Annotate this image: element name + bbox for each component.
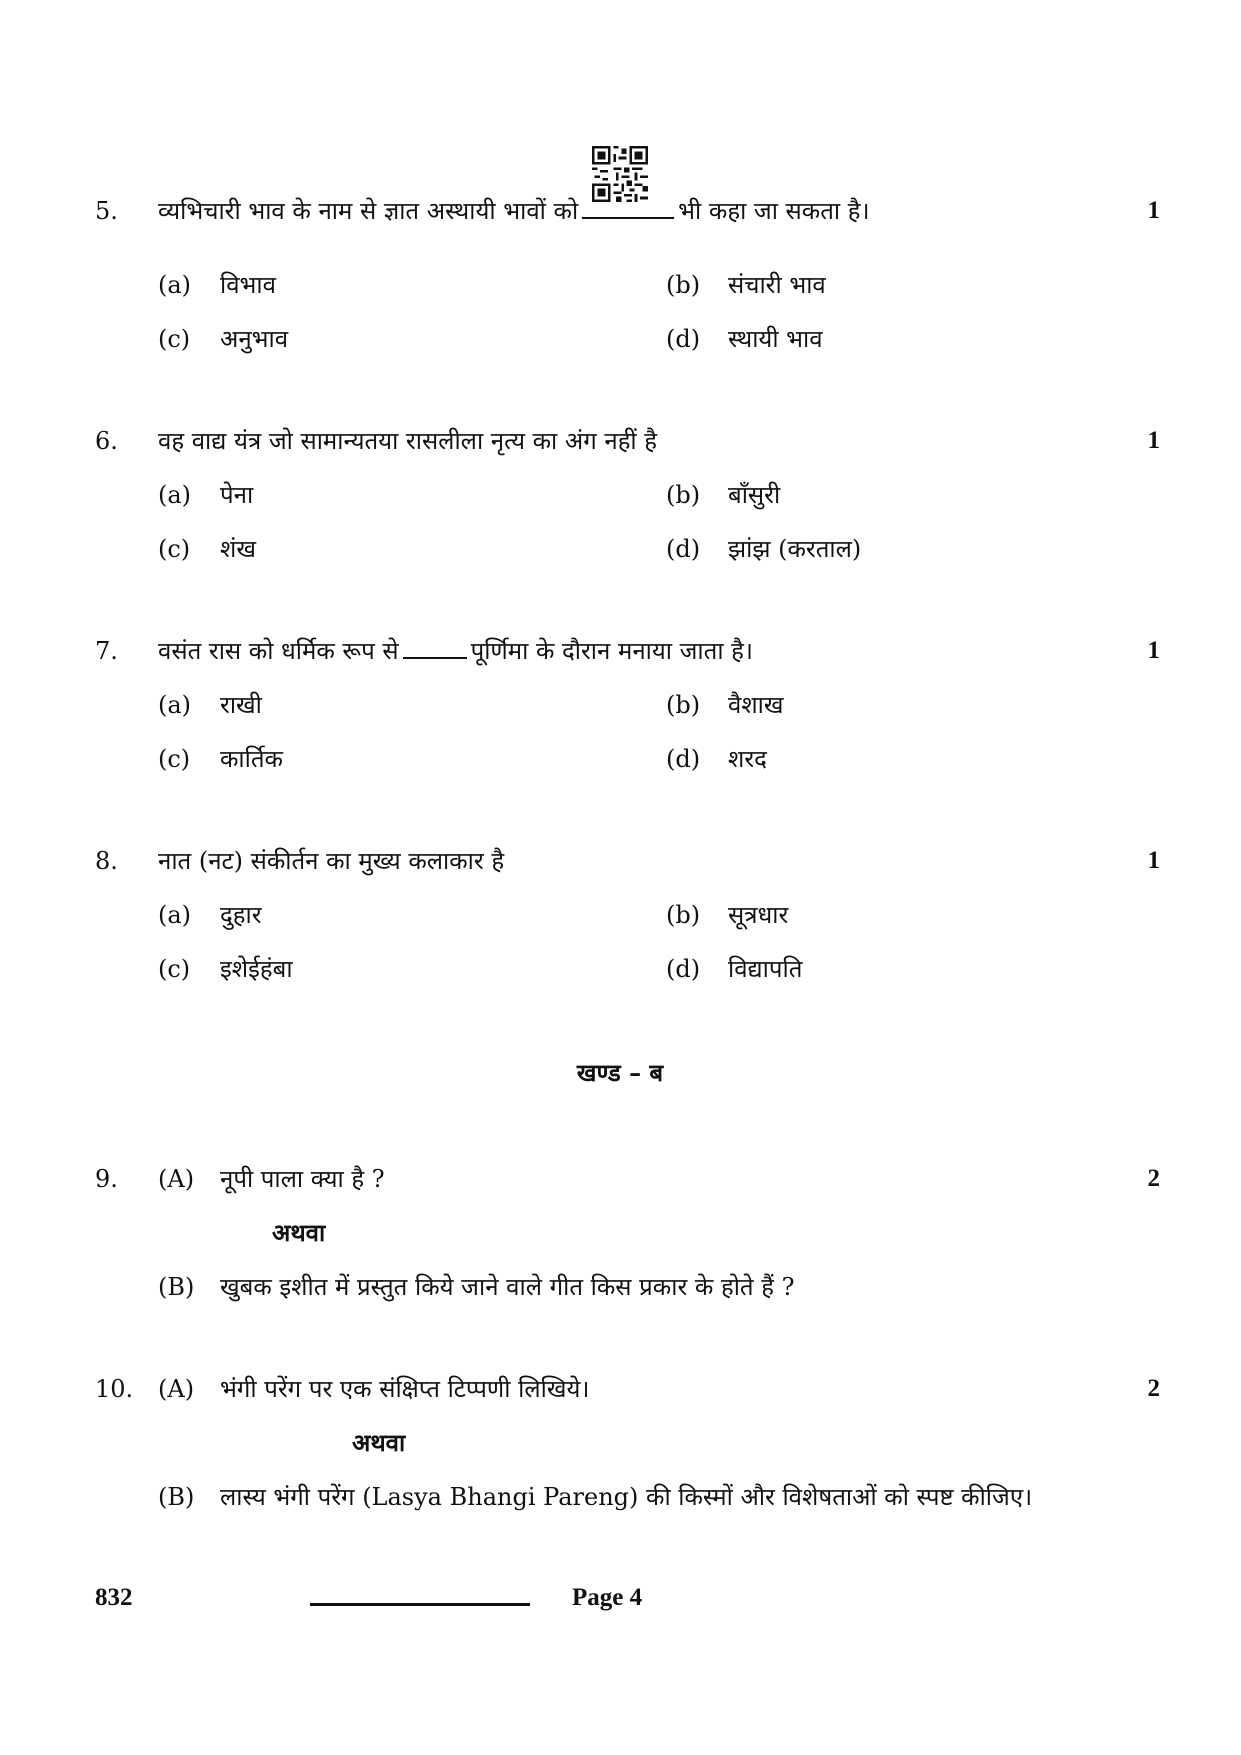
question-6-text: वह वाद्य यंत्र जो सामान्यतया रासलीला नृत्य का अंग नहीं है: [158, 427, 658, 455]
question-7-marks: 1: [1147, 637, 1160, 664]
option-text: इशेईहंबा: [220, 955, 293, 983]
question-10-marks: 2: [1147, 1375, 1160, 1402]
option-text: विभाव: [220, 271, 276, 299]
question-5-marks: 1: [1147, 197, 1160, 224]
option-text: संचारी भाव: [728, 271, 826, 299]
option-label: (c): [158, 955, 191, 983]
option-text: कार्तिक: [220, 745, 283, 773]
option-label: (c): [158, 535, 191, 563]
question-7-text: [158, 636, 753, 666]
option-label: (b): [666, 901, 701, 929]
page-number: Page 4: [572, 1584, 643, 1611]
section-heading: खण्ड – ब: [576, 1058, 664, 1087]
question-10a-text: भंगी परेंग पर एक संक्षिप्त टिप्पणी लिखिये।: [220, 1375, 590, 1403]
question-8-text: नात (नट) संकीर्तन का मुख्य कलाकार है: [158, 847, 505, 875]
option-text: झांझ (करताल): [728, 535, 862, 563]
qr-code-icon: [592, 146, 648, 202]
option-text: पेना: [220, 481, 254, 509]
option-text: राखी: [220, 691, 262, 719]
option-text: बाँसुरी: [728, 481, 781, 509]
question-5-text-after: भी कहा जा सकता है।: [678, 197, 870, 225]
question-7-text-after: पूर्णिमा के दौरान मनाया जाता है।: [470, 637, 754, 665]
option-label: (a): [158, 901, 192, 929]
question-10-number: 10.: [95, 1375, 134, 1403]
option-label: (b): [666, 271, 701, 299]
option-text: दुहार: [220, 901, 262, 929]
question-5-text: [158, 196, 870, 226]
option-text: विद्यापति: [728, 955, 803, 983]
option-label: (d): [666, 325, 701, 353]
question-10b-text: लास्य भंगी परेंग (Lasya Bhangi Pareng) की किस्मों और विशेषताओं को स्पष्ट कीजिए।: [220, 1483, 1033, 1511]
question-5-number: 5.: [95, 197, 118, 225]
question-6-number: 6.: [95, 427, 118, 455]
question-7-blank: [403, 639, 467, 659]
option-text: स्थायी भाव: [728, 325, 823, 353]
question-9b-label: (B): [158, 1273, 195, 1301]
option-text: सूत्रधार: [728, 901, 789, 929]
question-9a-label: (A): [158, 1165, 195, 1193]
question-9-or: अथवा: [272, 1218, 326, 1247]
option-label: (b): [666, 691, 701, 719]
question-7-number: 7.: [95, 637, 118, 665]
option-label: (d): [666, 745, 701, 773]
question-9a-text: नूपी पाला क्या है ?: [220, 1165, 385, 1193]
question-8-marks: 1: [1147, 847, 1160, 874]
option-label: (d): [666, 955, 701, 983]
question-7-text-before: वसंत रास को धर्मिक रूप से: [158, 637, 399, 665]
option-label: (a): [158, 271, 192, 299]
question-10-or: अथवा: [352, 1428, 406, 1457]
question-10a-label: (A): [158, 1375, 195, 1403]
question-5-text-before: व्यभिचारी भाव के नाम से ज्ञात अस्थायी भावों को: [158, 197, 579, 225]
option-label: (a): [158, 691, 192, 719]
question-5-blank: [582, 199, 674, 219]
question-8-number: 8.: [95, 847, 118, 875]
question-10b-label: (B): [158, 1483, 195, 1511]
paper-code: 832: [95, 1584, 133, 1611]
option-label: (a): [158, 481, 192, 509]
question-6-marks: 1: [1147, 427, 1160, 454]
option-text: अनुभाव: [220, 325, 289, 353]
option-text: शंख: [220, 535, 256, 563]
option-text: वैशाख: [728, 691, 784, 719]
option-label: (d): [666, 535, 701, 563]
option-label: (c): [158, 325, 191, 353]
question-9-number: 9.: [95, 1165, 118, 1193]
option-label: (b): [666, 481, 701, 509]
question-9-marks: 2: [1147, 1165, 1160, 1192]
option-label: (c): [158, 745, 191, 773]
option-text: शरद: [728, 745, 767, 773]
question-9b-text: खुबक इशीत में प्रस्तुत किये जाने वाले गीत किस प्रकार के होते हैं ?: [220, 1273, 795, 1301]
footer-divider: [310, 1603, 530, 1606]
